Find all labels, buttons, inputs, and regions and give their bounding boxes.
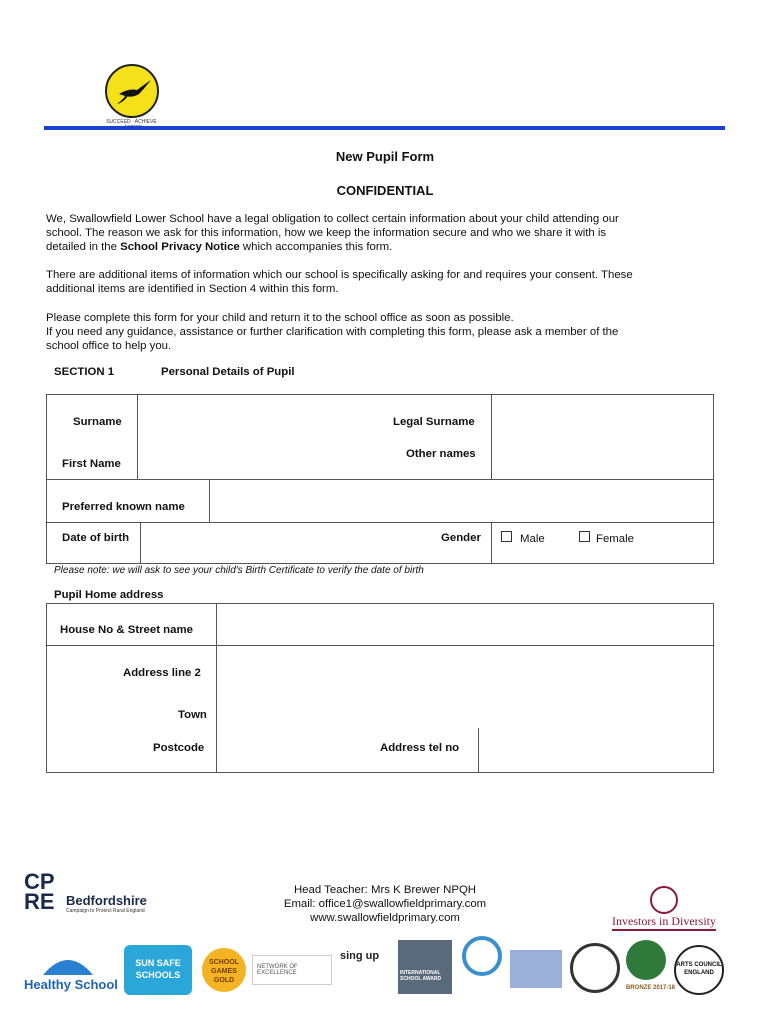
diversity-icon	[650, 886, 678, 914]
school-logo	[105, 64, 159, 118]
school-website: www.swallowfieldprimary.com	[310, 912, 460, 924]
preferred-name-label: Preferred known name	[62, 501, 185, 513]
legal-surname-label: Legal Surname	[393, 416, 475, 428]
town-input[interactable]	[219, 690, 712, 726]
female-label: Female	[596, 533, 634, 545]
cpre-sublabel: Campaign to Protect Rural England	[66, 908, 145, 914]
school-games-badge: SCHOOL GAMES GOLD	[202, 948, 246, 992]
international-award-badge: INTERNATIONAL SCHOOL AWARD	[398, 940, 452, 994]
form-title: New Pupil Form	[335, 149, 435, 164]
house-street-input[interactable]	[219, 606, 712, 643]
legal-surname-input[interactable]	[494, 397, 712, 437]
other-names-label: Other names	[406, 448, 476, 460]
address-tel-label: Address tel no	[380, 742, 460, 754]
address-heading: Pupil Home address	[54, 589, 164, 601]
town-label: Town	[178, 709, 207, 721]
sun-safe-badge: SUN SAFE SCHOOLS	[124, 945, 192, 995]
dob-input[interactable]	[143, 524, 488, 562]
gender-label: Gender	[441, 532, 481, 544]
section-heading: Personal Details of Pupil	[161, 366, 295, 378]
male-checkbox[interactable]	[501, 531, 512, 542]
bronze-label: BRONZE 2017-18	[626, 985, 676, 991]
postcode-input[interactable]	[219, 730, 369, 770]
address-tel-input[interactable]	[481, 730, 712, 770]
dob-label: Date of birth	[62, 532, 130, 544]
female-checkbox[interactable]	[579, 531, 590, 542]
logo-caption: SUCCEED · ACHIEVE ·	[106, 119, 160, 125]
quality-q-icon	[510, 950, 562, 988]
header-rule	[44, 126, 725, 130]
swallow-icon	[107, 66, 157, 116]
house-street-label: House No & Street name	[60, 624, 193, 636]
other-names-input[interactable]	[494, 440, 712, 477]
healthy-school-icon	[28, 945, 108, 975]
birth-certificate-note: Please note: we will ask to see your child's Birth Certificate to verify the date of birth	[54, 565, 424, 576]
first-name-label: First Name	[62, 458, 121, 470]
surname-label: Surname	[73, 416, 122, 428]
healthy-school-label: Healthy School	[24, 977, 118, 992]
privacy-notice-link: School Privacy Notice	[120, 241, 240, 253]
preferred-name-input[interactable]	[212, 481, 712, 520]
intro-paragraph: We, Swallowfield Lower School have a legal obligation to collect certain information about your child attending our school. The reason we ask for this information, how we keep the information secure and who we share it with is detailed in the School Privacy Notice which accompanies this form.	[46, 213, 619, 253]
network-excellence-badge: NETWORK OF EXCELLENCE	[252, 955, 332, 985]
school-email: Email: office1@swallowfieldprimary.com	[283, 898, 487, 910]
confidential-label: CONFIDENTIAL	[336, 183, 434, 198]
science-quality-icon	[570, 943, 620, 993]
geography-badge	[626, 940, 666, 980]
cpre-logo: CP RE	[24, 869, 55, 914]
return-paragraph: Please complete this form for your child and return it to the school office as soon as possible. If you need any guidance, assistance or further clarification with completing this form, please ask a member of the school office to help you.	[46, 312, 619, 352]
arts-council-badge: ARTS COUNCIL ENGLAND	[674, 945, 724, 995]
singup-badge: sing up	[340, 950, 380, 962]
male-label: Male	[520, 533, 545, 545]
cpre-label: Bedfordshire	[66, 893, 147, 908]
diversity-label: Investors in Diversity	[612, 914, 716, 931]
head-teacher: Head Teacher: Mrs K Brewer NPQH	[293, 884, 477, 896]
postcode-label: Postcode	[153, 742, 205, 754]
section-number: SECTION 1	[54, 366, 115, 378]
address-line2-label: Address line 2	[123, 667, 201, 679]
consent-paragraph: There are additional items of information which our school is specifically asking for and requires your consent. These additional items are identified in Section 4 within this form.	[46, 269, 633, 295]
address-line2-input[interactable]	[219, 648, 712, 686]
quality-mark-icon	[462, 936, 502, 976]
